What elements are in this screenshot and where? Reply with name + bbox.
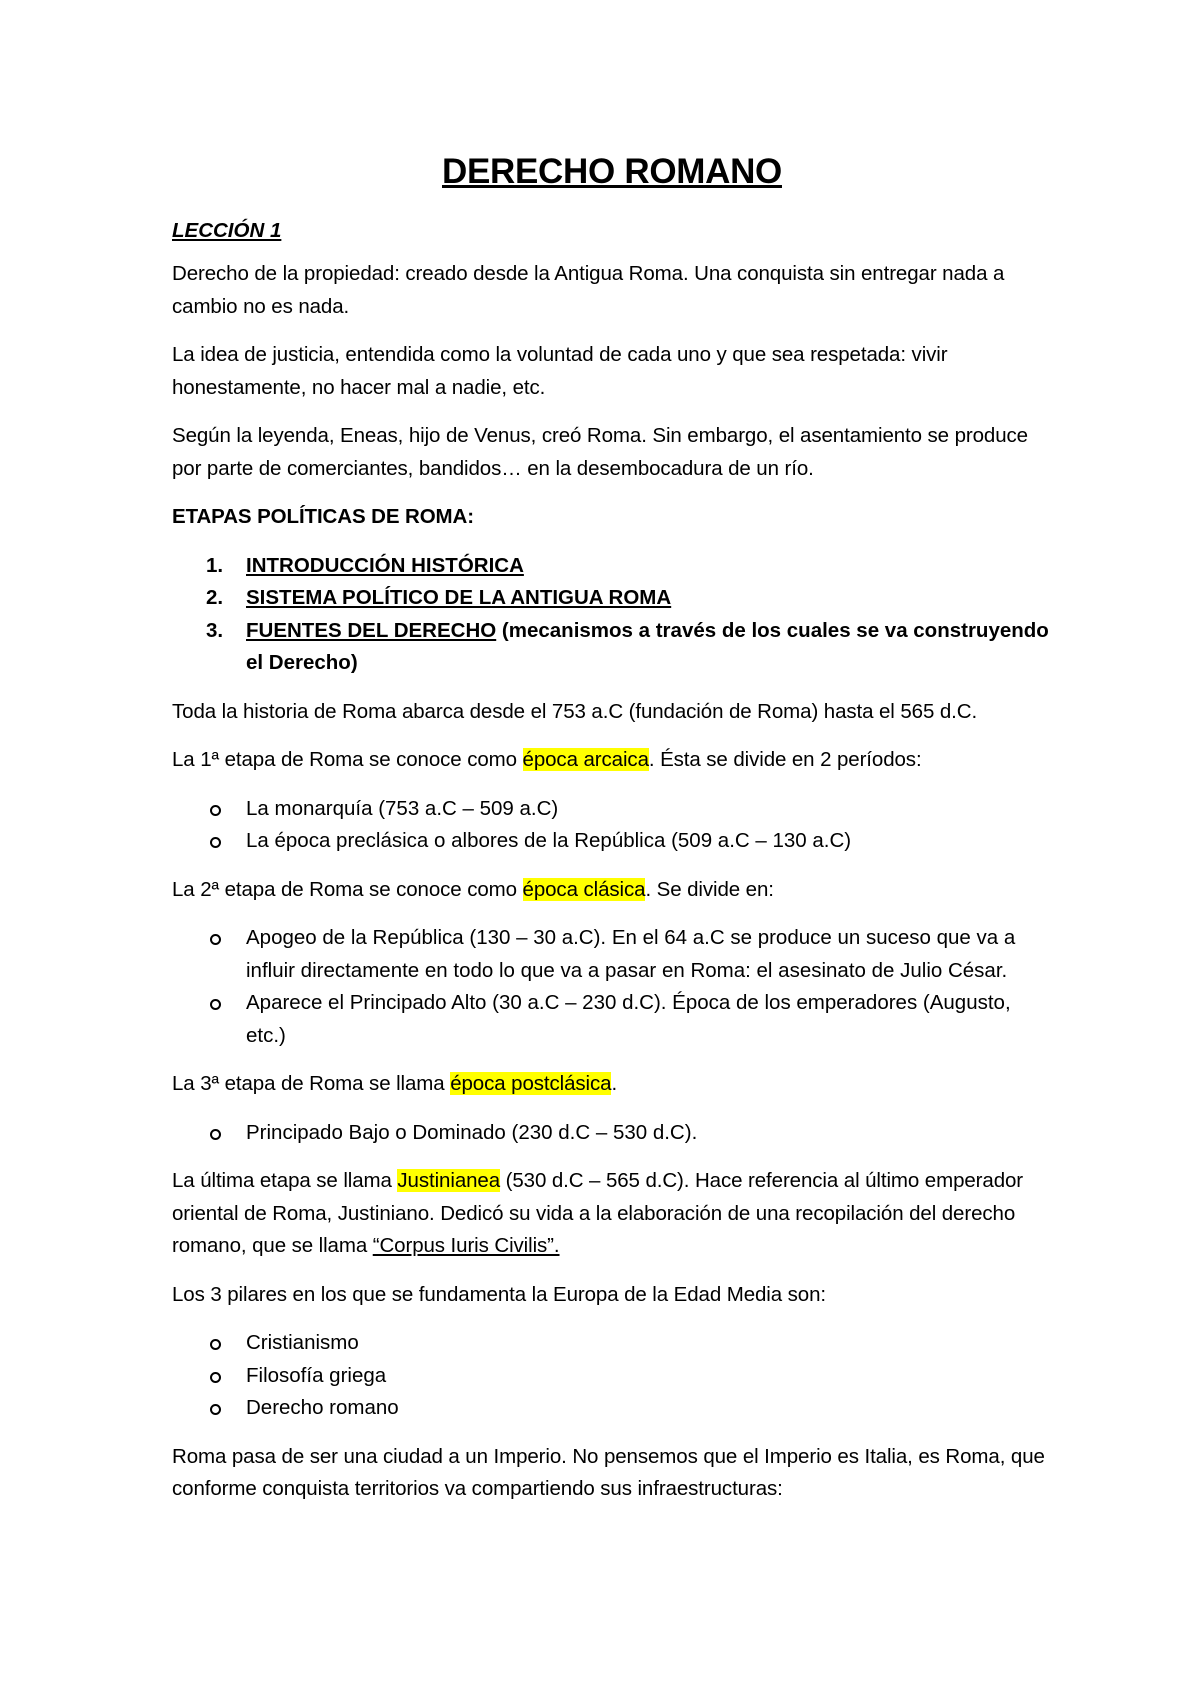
list-item — [172, 922, 1052, 987]
paragraph-justicia: La idea de justicia, entendida como la voluntad de cada uno y que sea respetada: vivir honestamente, no hacer mal a nadie, etc. — [172, 343, 948, 399]
circle-bullet-icon — [210, 805, 221, 816]
list-item-text: Filosofía griega — [246, 1363, 387, 1387]
list-item — [172, 1392, 1052, 1425]
highlight-justinianea: Justinianea — [397, 1169, 501, 1192]
text-span: . Ésta se divide en 2 períodos: — [648, 748, 922, 771]
circle-bullet-icon — [210, 1404, 221, 1415]
paragraph-propiedad: Derecho de la propiedad: creado desde la Antigua Roma. Una conquista sin entregar nada a cambio no es nada. — [172, 262, 1005, 318]
numbered-item — [172, 550, 1052, 583]
paragraph-pilares-intro: Los 3 pilares en los que se fundamenta la Europa de la Edad Media son: — [172, 1282, 826, 1306]
list-item — [172, 987, 1052, 1052]
item-extra: (mecanismos a través de los cuales se va construyendo el Derecho) — [246, 618, 1049, 674]
highlight-epoca-clasica: época clásica — [522, 877, 646, 901]
highlight-epoca-postclasica: época postclásica — [450, 1072, 612, 1095]
item-number: 2. — [206, 586, 224, 609]
document-title: DERECHO ROMANO — [442, 152, 782, 191]
text-span: La 2ª etapa de Roma se conoce como — [172, 877, 523, 901]
text-span: La 1ª etapa de Roma se conoce como — [172, 748, 523, 771]
list-item-text: Principado Bajo o Dominado (230 d.C – 530 d.C). — [246, 1120, 698, 1144]
item-text: INTRODUCCIÓN HISTÓRICA — [246, 553, 524, 577]
list-item — [172, 793, 1052, 826]
paragraph-final: Roma pasa de ser una ciudad a un Imperio. No pensemos que el Imperio es Italia, es Roma, que conforme conquista territorios va compartiendo sus infraestructuras: — [172, 1444, 1045, 1500]
paragraph-leyenda: Según la leyenda, Eneas, hijo de Venus, creó Roma. Sin embargo, el asentamiento se produce por parte de comerciantes, bandidos… en la desembocadura de un río. — [172, 424, 1028, 480]
numbered-list — [172, 550, 1052, 680]
text-span: La 3ª etapa de Roma se llama — [172, 1072, 451, 1095]
circle-bullet-icon — [210, 1129, 221, 1140]
corpus-iuris-civilis-text: “Corpus Iuris Civilis”. — [372, 1234, 560, 1257]
highlight-epoca-arcaica: época arcaica — [522, 748, 649, 771]
paragraph-historia: Toda la historia de Roma abarca desde el 753 a.C (fundación de Roma) hasta el 565 d.C. — [172, 699, 978, 723]
text-span: . Se divide en: — [645, 877, 774, 901]
paragraph-etapa-2 — [172, 874, 1052, 907]
circle-bullet-icon — [210, 999, 221, 1010]
list-item-text: La época preclásica o albores de la República (509 a.C – 130 a.C) — [246, 829, 852, 852]
list-item-text: La monarquía (753 a.C – 509 a.C) — [246, 796, 559, 820]
item-number: 1. — [206, 553, 224, 577]
list-item-text: Cristianismo — [246, 1331, 359, 1354]
etapas-heading: ETAPAS POLÍTICAS DE ROMA: — [172, 505, 474, 528]
bullet-list-etapa-1 — [172, 793, 1052, 858]
list-item — [172, 1117, 1052, 1150]
circle-bullet-icon — [210, 1372, 221, 1383]
list-item — [172, 825, 1052, 858]
lesson-heading: LECCIÓN 1 — [172, 219, 282, 242]
item-text: SISTEMA POLÍTICO DE LA ANTIGUA ROMA — [246, 586, 672, 609]
item-text: FUENTES DEL DERECHO — [246, 618, 497, 642]
circle-bullet-icon — [210, 934, 221, 945]
list-item — [172, 1327, 1052, 1360]
list-item-text: Derecho romano — [246, 1396, 399, 1419]
list-item-text: Apogeo de la República (130 – 30 a.C). En el 64 a.C se produce un suceso que va a influir directamente en todo lo que va a pasar en Roma: el asesinato de Julio César. — [246, 926, 1016, 982]
text-span: (530 d.C – 565 d.C). Hace referencia al último emperador oriental de Roma, Justiniano. Dedicó su vida a la elaboración de una recopilación del derecho romano, que se llama — [172, 1169, 1024, 1257]
item-number: 3. — [206, 618, 224, 642]
circle-bullet-icon — [210, 837, 221, 848]
bullet-list-etapa-2 — [172, 922, 1052, 1052]
list-item — [172, 1360, 1052, 1393]
circle-bullet-icon — [210, 1339, 221, 1350]
bullet-list-etapa-3 — [172, 1117, 1052, 1150]
bullet-list-pilares — [172, 1327, 1052, 1425]
paragraph-etapa-3 — [172, 1068, 1052, 1101]
paragraph-etapa-1 — [172, 744, 1052, 777]
list-item-text: Aparece el Principado Alto (30 a.C – 230 d.C). Época de los emperadores (Augusto, etc.) — [246, 991, 1011, 1047]
document-page — [172, 150, 1052, 1522]
numbered-item — [172, 615, 1052, 680]
paragraph-ultima-etapa — [172, 1165, 1052, 1263]
text-span: La última etapa se llama — [172, 1169, 398, 1192]
text-span: . — [611, 1072, 618, 1095]
numbered-item — [172, 582, 1052, 615]
